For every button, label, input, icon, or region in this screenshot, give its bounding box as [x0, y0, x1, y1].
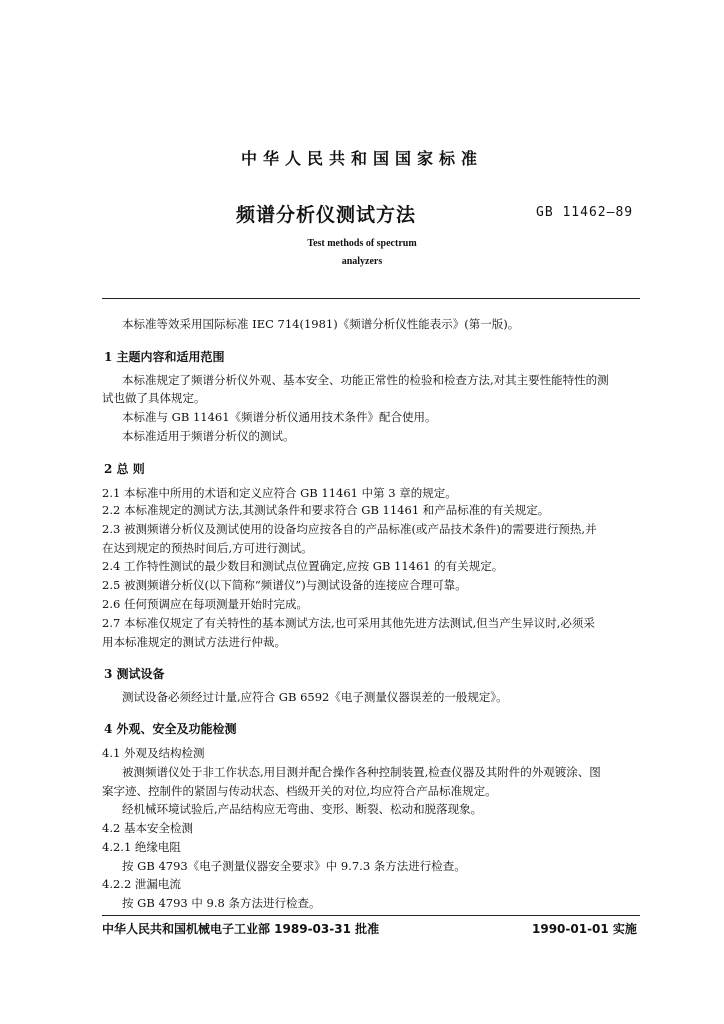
national-standard-heading: 中华人民共和国国家标准: [240, 149, 483, 168]
section-1-paragraph-line-1: 本标准规定了频谱分析仪外观、基本安全、功能正常性的检验和检查方法,对其主要性能特性的测: [122, 373, 609, 387]
clause-4-2: 4.2 基本安全检测: [102, 821, 193, 835]
section-1-heading: 1 主题内容和适用范围: [104, 350, 225, 364]
clause-2-3-line-2: 在达到规定的预热时间后,方可进行测试。: [102, 541, 313, 555]
clause-2-2: 2.2 本标准规定的测试方法,其测试条件和要求符合 GB 11461 和产品标准的有关规定。: [102, 503, 550, 517]
footer-divider: [102, 915, 640, 916]
intro-paragraph: 本标准等效采用国际标准 IEC 714(1981)《频谱分析仪性能表示》(第一版)。: [122, 317, 520, 331]
clause-2-7-line-1: 2.7 本标准仅规定了有关特性的基本测试方法,也可采用其他先进方法测试,但当产生异议时,必须采: [102, 616, 595, 630]
clause-4-2-1: 4.2.1 绝缘电阻: [102, 840, 181, 854]
section-2-heading: 2 总 则: [104, 462, 145, 476]
clause-4-1-paragraph-2: 经机械环境试验后,产品结构应无弯曲、变形、断裂、松动和脱落现象。: [122, 802, 483, 816]
clause-2-6: 2.6 任何预调应在每项测量开始时完成。: [102, 597, 308, 611]
section-1-paragraph-2: 本标准与 GB 11461《频谱分析仪通用技术条件》配合使用。: [122, 410, 437, 424]
clause-4-1-paragraph-line-1: 被测频谱仪处于非工作状态,用目测并配合操作各种控制装置,检查仪器及其附件的外观镀涂、图: [122, 765, 601, 779]
clause-4-1-paragraph-line-2: 案字迹、控制件的紧固与传动状态、档级开关的对位,均应符合产品标准规定。: [102, 784, 497, 798]
implementation-date: 1990-01-01 实施: [532, 922, 637, 936]
clause-4-1: 4.1 外观及结构检测: [102, 746, 205, 760]
clause-2-4: 2.4 工作特性测试的最少数目和测试点位置确定,应按 GB 11461 的有关规定。: [102, 559, 504, 573]
section-1-paragraph-line-2: 试也做了具体规定。: [102, 391, 206, 405]
clause-2-1: 2.1 本标准中所用的术语和定义应符合 GB 11461 中第 3 章的规定。: [102, 486, 457, 500]
clause-4-2-2-paragraph: 按 GB 4793 中 9.8 条方法进行检查。: [122, 896, 321, 910]
clause-2-7-line-2: 用本标准规定的测试方法进行仲裁。: [102, 635, 286, 649]
english-title-line-1: Test methods of spectrum: [307, 238, 417, 249]
document-title: 频谱分析仪测试方法: [236, 204, 417, 226]
clause-4-2-2: 4.2.2 泄漏电流: [102, 877, 181, 891]
section-3-heading: 3 测试设备: [104, 667, 165, 681]
standard-code: GB 11462—89: [536, 205, 634, 220]
clause-2-3-line-1: 2.3 被测频谱分析仪及测试使用的设备均应按各自的产品标准(或产品技术条件)的需要进行预热,并: [102, 522, 597, 536]
section-3-paragraph: 测试设备必须经过计量,应符合 GB 6592《电子测量仪器误差的一般规定》。: [122, 690, 508, 704]
header-divider: [102, 298, 640, 299]
clause-2-5: 2.5 被测频谱分析仪(以下简称“频谱仪”)与测试设备的连接应合理可靠。: [102, 578, 467, 592]
clause-4-2-1-paragraph: 按 GB 4793《电子测量仪器安全要求》中 9.7.3 条方法进行检查。: [122, 859, 466, 873]
approval-line: 中华人民共和国机械电子工业部 1989-03-31 批准: [102, 922, 380, 936]
section-1-paragraph-3: 本标准适用于频谱分析仪的测试。: [122, 429, 295, 443]
section-4-heading: 4 外观、安全及功能检测: [104, 722, 237, 736]
english-title-line-2: analyzers: [341, 256, 383, 267]
